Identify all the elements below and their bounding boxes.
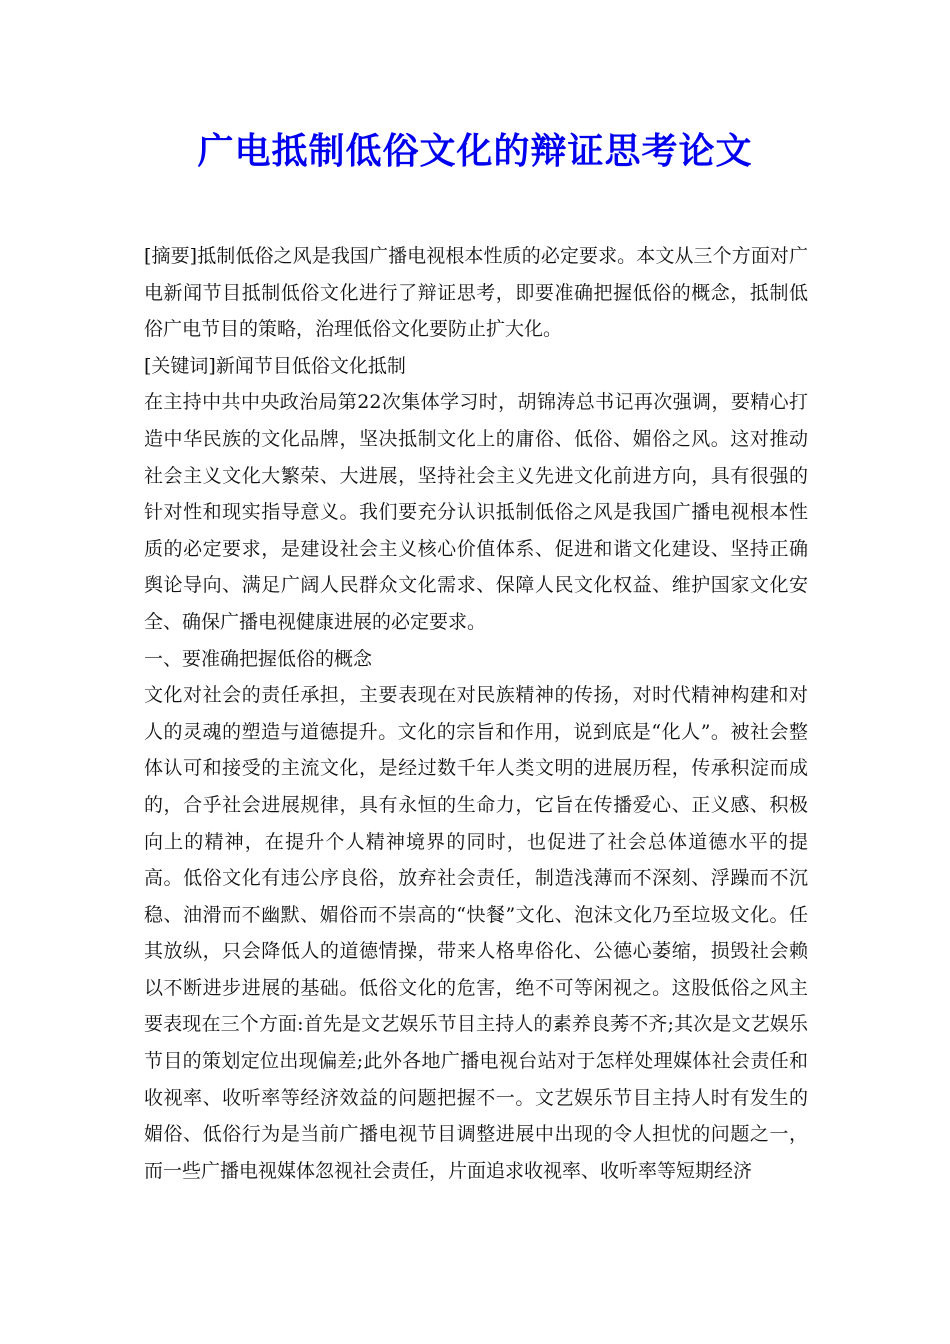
- document-body: [144, 238, 808, 1189]
- document-title: 广电抵制低俗文化的辩证思考论文: [197, 131, 753, 172]
- body-paragraph: 文化对社会的责任承担，主要表现在对民族精神的传扬，对时代精神构建和对人的灵魂的塑造与道德提升。文化的宗旨和作用，说到底是“化人”。被社会整体认可和接受的主流文化，是经过数千年人类文明的进展历程，传承积淀而成的，合乎社会进展规律，具有永恒的生命力，它旨在传播爱心、正义感、积极向上的精神，在提升个人精神境界的同时，也促进了社会总体道德水平的提高。低俗文化有违公序良俗，放弃社会责任，制造浅薄而不深刻、浮躁而不沉稳、油滑而不幽默、媚俗而不崇高的“快餐”文化、泡沫文化乃至垃圾文化。任其放纵，只会降低人的道德情操，带来人格卑俗化、公德心萎缩，损毁社会赖以不断进步进展的基础。低俗文化的危害，绝不可等闲视之。这股低俗之风主要表现在三个方面:首先是文艺娱乐节目主持人的素养良莠不齐;其次是文艺娱乐节目的策划定位出现偏差;此外各地广播电视台站对于怎样处理媒体社会责任和收视率、收听率等经济效益的问题把握不一。文艺娱乐节目主持人时有发生的媚俗、低俗行为是当前广播电视节目调整进展中出现的令人担忧的问题之一，而一些广播电视媒体忽视社会责任，片面追求收视率、收听率等短期经济: [144, 684, 808, 1182]
- keywords-paragraph: [关键词]新闻节目低俗文化抵制: [144, 354, 406, 377]
- abstract-paragraph: [摘要]抵制低俗之风是我国广播电视根本性质的必定要求。本文从三个方面对广电新闻节目抵制低俗文化进行了辩证思考，即要准确把握低俗的概念，抵制低俗广电节目的策略，治理低俗文化要防止扩大化。: [144, 245, 808, 341]
- section-heading: 一、要准确把握低俗的概念: [144, 647, 373, 670]
- body-paragraph: 在主持中共中央政治局第22次集体学习时，胡锦涛总书记再次强调，要精心打造中华民族的文化品牌，坚决抵制文化上的庸俗、低俗、媚俗之风。这对推动社会主义文化大繁荣、大进展，坚持社会主义先进文化前进方向，具有很强的针对性和现实指导意义。我们要充分认识抵制低俗之风是我国广播电视根本性质的必定要求，是建设社会主义核心价值体系、促进和谐文化建设、坚持正确舆论导向、满足广阔人民群众文化需求、保障人民文化权益、维护国家文化安全、确保广播电视健康进展的必定要求。: [144, 391, 808, 633]
